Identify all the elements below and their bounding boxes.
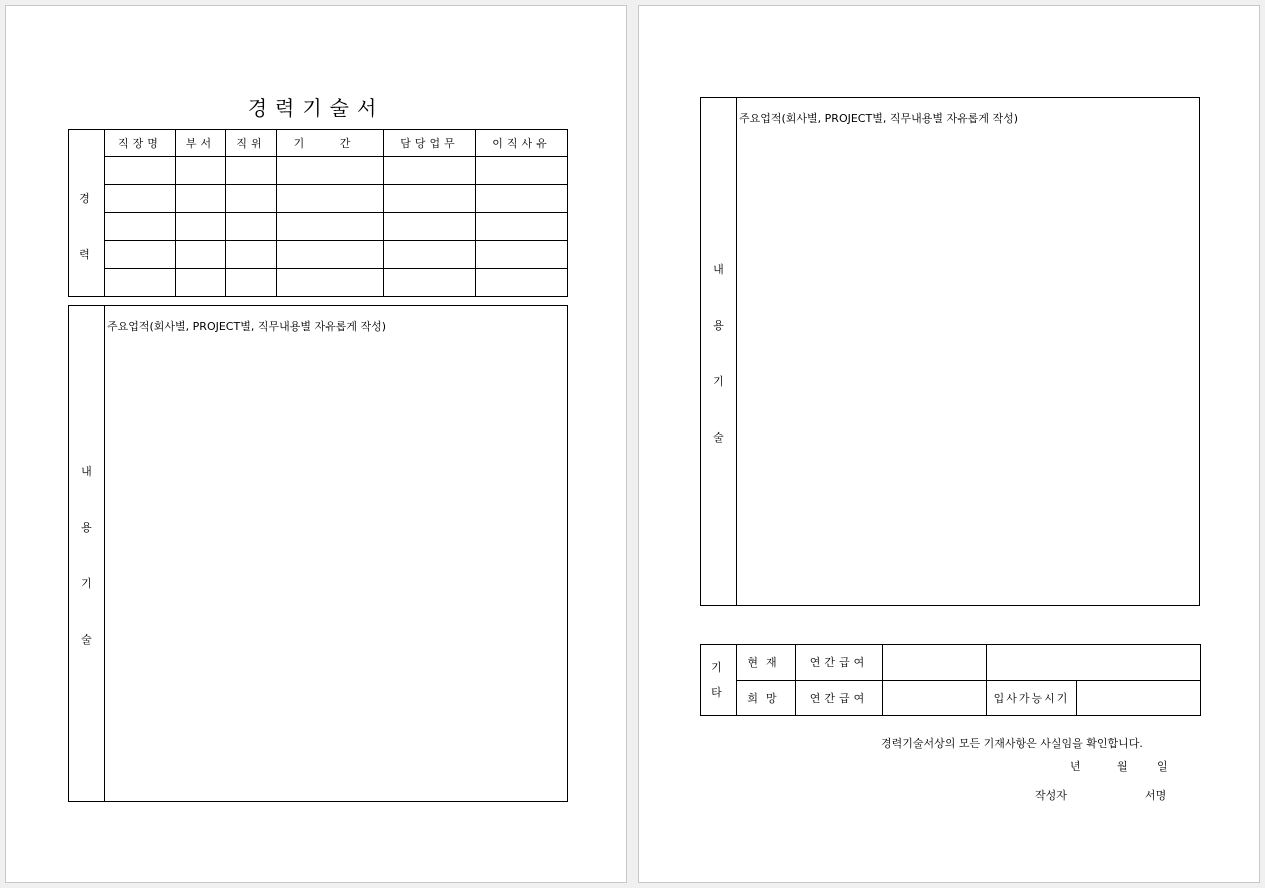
desired-salary-field[interactable] (883, 680, 987, 716)
signature-label: 서명 (1145, 789, 1167, 802)
current-label: 현재 (737, 645, 796, 681)
date-year-label: 년 (1070, 760, 1081, 773)
desired-salary-label: 연간급여 (796, 680, 883, 716)
table-row (69, 157, 568, 185)
content-hint: 주요업적(회사별, PROJECT별, 직무내용별 자유롭게 작성) (107, 320, 386, 333)
document-title: 경력기술서 (247, 96, 385, 120)
start-date-field[interactable] (1077, 680, 1201, 716)
header-department: 부서 (176, 130, 226, 157)
author-label: 작성자 (1035, 789, 1067, 802)
header-position: 직위 (226, 130, 277, 157)
date-day-label: 일 (1157, 760, 1168, 773)
current-extra-field[interactable] (987, 645, 1201, 681)
career-side-label: 경 력 (69, 130, 105, 297)
etc-table (700, 644, 1201, 716)
content-box-1[interactable] (68, 305, 568, 802)
table-row (69, 185, 568, 213)
date-month-label: 월 (1117, 760, 1128, 773)
header-reason: 이직사유 (476, 130, 568, 157)
content-side-label: 내 용 기 술 (701, 98, 737, 605)
confirmation-text: 경력기술서상의 모든 기재사항은 사실임을 확인합니다. (881, 737, 1143, 750)
table-row (69, 241, 568, 269)
page-2 (638, 5, 1260, 883)
start-date-label: 입사가능시기 (987, 680, 1077, 716)
header-duties: 담당업무 (384, 130, 476, 157)
header-company: 직장명 (105, 130, 176, 157)
desired-label: 희망 (737, 680, 796, 716)
table-row (69, 269, 568, 297)
header-period: 기 간 (277, 130, 384, 157)
content-hint: 주요업적(회사별, PROJECT별, 직무내용별 자유롭게 작성) (739, 112, 1018, 125)
content-box-2[interactable] (700, 97, 1200, 606)
etc-side-label: 기 타 (701, 645, 737, 716)
career-table (68, 129, 568, 297)
content-side-label: 내 용 기 술 (69, 306, 105, 801)
current-salary-label: 연간급여 (796, 645, 883, 681)
current-salary-field[interactable] (883, 645, 987, 681)
page-1 (5, 5, 627, 883)
table-row (69, 213, 568, 241)
